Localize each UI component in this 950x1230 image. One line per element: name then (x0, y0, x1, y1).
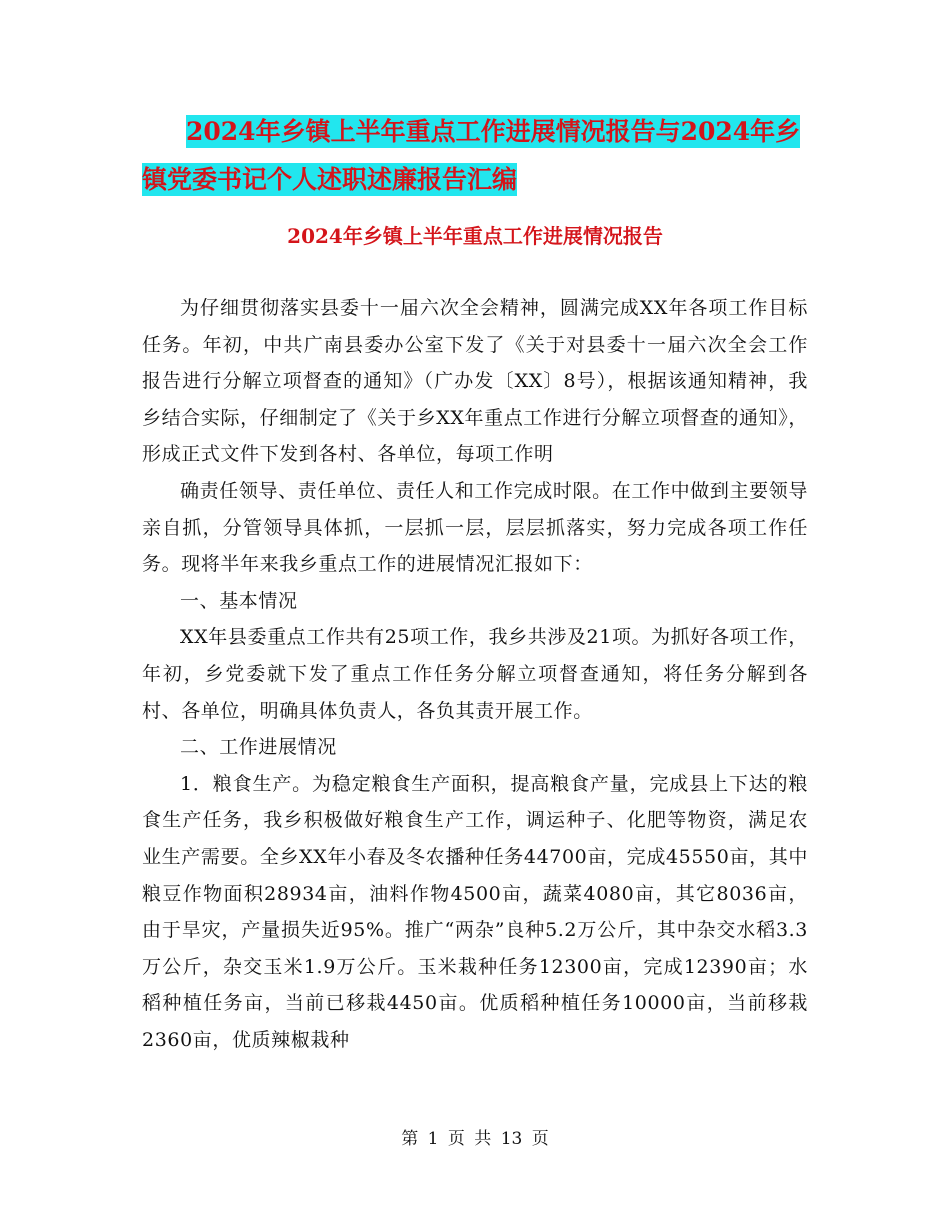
paragraph: 为仔细贯彻落实县委十一届六次全会精神，圆满完成XX年各项工作目标任务。年初，中共广南县委办公室下发了《关于对县委十一届六次全会工作报告进行分解立项督查的通知》（广办发〔XX〕8号），根据该通知精神，我乡结合实际，仔细制定了《关于乡XX年重点工作进行分解立项督查的通知》，形成正式文件下发到各村、各单位，每项工作明 (142, 297, 808, 466)
title-highlight-1: 2024年乡镇上半年重点工作进展情况报告与2024年乡 (186, 117, 801, 146)
document-body (142, 290, 808, 1058)
paragraph: 1．粮食生产。为稳定粮食生产面积，提高粮食产量，完成县上下达的粮食生产任务，我乡积极做好粮食生产工作，调运种子、化肥等物资，满足农业生产需要。全乡XX年小春及冬农播种任务44700亩，完成45550亩，其中粮豆作物面积28934亩，油料作物4500亩，蔬菜4080亩，其它8036亩，由于旱灾，产量损失近95%。推广“两杂”良种5.2万公斤，其中杂交水稻3.3万公斤，杂交玉米1.9万公斤。玉米栽种任务12300亩，完成12390亩；水稻种植任务亩，当前已移栽4450亩。优质稻种植任务10000亩，当前移栽2360亩，优质辣椒栽种 (142, 772, 808, 1051)
paragraph-heading: 二、工作进展情况 (180, 736, 337, 759)
document-title (142, 108, 832, 204)
title-line-2 (142, 156, 832, 204)
paragraph-heading: 一、基本情况 (180, 589, 298, 612)
title-line-1 (142, 108, 832, 156)
page-number-footer: 第 1 页 共 13 页 (401, 1129, 549, 1149)
paragraph: 确责任领导、责任单位、责任人和工作完成时限。在工作中做到主要领导亲自抓，分管领导具体抓，一层抓一层，层层抓落实，努力完成各项工作任务。现将半年来我乡重点工作的进展情况汇报如下： (142, 479, 808, 576)
title-highlight-2: 镇党委书记个人述职述廉报告汇编 (142, 165, 518, 194)
paragraph: XX年县委重点工作共有25项工作，我乡共涉及21项。为抓好各项工作，年初，乡党委就下发了重点工作任务分解立项督查通知，将任务分解到各村、各单位，明确具体负责人，各负其责开展工作。 (142, 626, 808, 722)
section-title: 2024年乡镇上半年重点工作进展情况报告 (287, 224, 663, 248)
